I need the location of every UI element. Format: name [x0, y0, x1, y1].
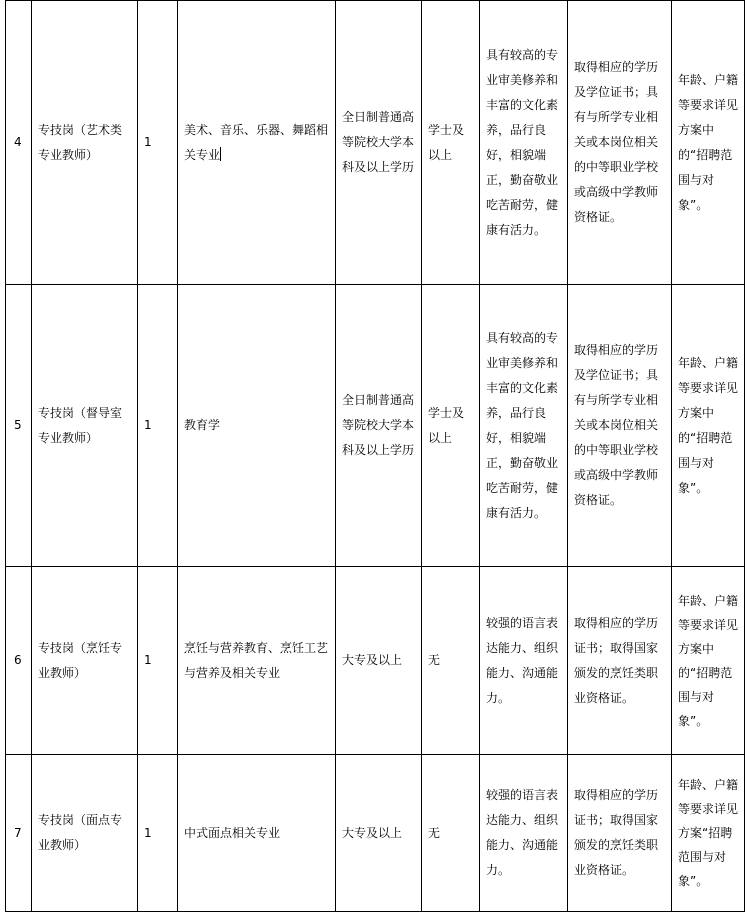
- position-name: 专技岗（艺术类专业教师）: [38, 122, 123, 162]
- row-number: 5: [14, 418, 22, 432]
- major-requirement: 中式面点相关专业: [184, 825, 281, 840]
- note: 年龄、户籍等要求详见方案中的“招聘范围与对象”。: [678, 72, 739, 212]
- degree-cell: [422, 755, 480, 912]
- other-requirement: 具有较高的专业审美修养和丰富的文化素养，品行良好，相貌端正，勤奋敬业吃苦耐劳，健康有活力。: [486, 330, 559, 520]
- position-name: 专技岗（烹饪专业教师）: [38, 640, 123, 680]
- qualification-requirement: 取得相应的学历证书；取得国家颁发的烹饪类职业资格证。: [574, 788, 659, 877]
- major-cell[interactable]: [178, 1, 336, 285]
- row-number-cell: [6, 567, 32, 755]
- degree-cell: [422, 567, 480, 755]
- other-requirement-cell: [480, 567, 568, 755]
- row-number-cell: [6, 1, 32, 285]
- note-cell: [672, 567, 745, 755]
- qualification-cell: [568, 1, 672, 285]
- position-count: 1: [144, 653, 152, 667]
- other-requirement: 较强的语言表达能力、组织能力、沟通能力。: [486, 788, 559, 877]
- other-requirement: 较强的语言表达能力、组织能力、沟通能力。: [486, 615, 559, 705]
- qualification-cell: [568, 567, 672, 755]
- position-name: 专技岗（面点专业教师）: [38, 813, 123, 852]
- table-row: [6, 285, 745, 567]
- position-count: 1: [144, 135, 152, 149]
- table-row: [6, 567, 745, 755]
- qualification-requirement: 取得相应的学历及学位证书；具有与所学专业相关或本岗位相关的中等职业学校或高级中学教师资格证。: [574, 60, 659, 224]
- education-cell: [336, 285, 422, 567]
- other-requirement-cell: [480, 755, 568, 912]
- position-name: 专技岗（督导室专业教师）: [38, 405, 123, 445]
- position-cell: [32, 755, 138, 912]
- qualification-requirement: 取得相应的学历证书；取得国家颁发的烹饪类职业资格证。: [574, 615, 659, 705]
- note-cell: [672, 285, 745, 567]
- education-requirement: 大专及以上: [342, 653, 403, 667]
- education-cell: [336, 755, 422, 912]
- row-number: 7: [14, 825, 22, 840]
- education-requirement: 全日制普通高等院校大学本科及以上学历: [342, 393, 415, 457]
- qualification-cell: [568, 285, 672, 567]
- table-row: [6, 1, 745, 285]
- other-requirement-cell: [480, 285, 568, 567]
- other-requirement-cell: [480, 1, 568, 285]
- text-cursor: [220, 147, 221, 161]
- count-cell: [138, 285, 178, 567]
- major-cell: [178, 285, 336, 567]
- count-cell: [138, 1, 178, 285]
- qualification-cell: [568, 755, 672, 912]
- row-number-cell: [6, 755, 32, 912]
- position-count: 1: [144, 418, 152, 432]
- degree-requirement: 学士及以上: [428, 122, 465, 162]
- degree-requirement: 学士及以上: [428, 405, 465, 445]
- row-number: 6: [14, 653, 22, 667]
- major-requirement: 烹饪与营养教育、烹饪工艺与营养及相关专业: [184, 640, 329, 680]
- note: 年龄、户籍等要求详见方案中的“招聘范围与对象”。: [678, 593, 739, 728]
- education-requirement: 大专及以上: [342, 825, 403, 840]
- qualification-requirement: 取得相应的学历及学位证书；具有与所学专业相关或本岗位相关的中等职业学校或高级中学教师资格证。: [574, 343, 659, 507]
- position-cell: [32, 567, 138, 755]
- count-cell: [138, 755, 178, 912]
- education-requirement: 全日制普通高等院校大学本科及以上学历: [342, 110, 415, 174]
- note-cell: [672, 1, 745, 285]
- count-cell: [138, 567, 178, 755]
- table-row: [6, 755, 745, 912]
- position-cell: [32, 285, 138, 567]
- note: 年龄、户籍等要求详见方案中的“招聘范围与对象”。: [678, 355, 739, 495]
- recruitment-table: [5, 0, 745, 912]
- major-requirement: 美术、音乐、乐器、舞蹈相关专业: [184, 122, 329, 162]
- other-requirement: 具有较高的专业审美修养和丰富的文化素养，品行良好，相貌端正，勤奋敬业吃苦耐劳，健康有活力。: [486, 47, 559, 237]
- note: 年龄、户籍等要求详见方案“招聘范围与对象”。: [678, 778, 739, 888]
- note-cell: [672, 755, 745, 912]
- position-cell: [32, 1, 138, 285]
- major-cell: [178, 567, 336, 755]
- major-cell: [178, 755, 336, 912]
- degree-cell: [422, 285, 480, 567]
- row-number: 4: [14, 135, 22, 149]
- position-count: 1: [144, 825, 152, 840]
- degree-requirement: 无: [428, 825, 441, 840]
- major-requirement: 教育学: [184, 418, 221, 432]
- degree-requirement: 无: [428, 653, 441, 667]
- row-number-cell: [6, 285, 32, 567]
- education-cell: [336, 567, 422, 755]
- education-cell: [336, 1, 422, 285]
- degree-cell: [422, 1, 480, 285]
